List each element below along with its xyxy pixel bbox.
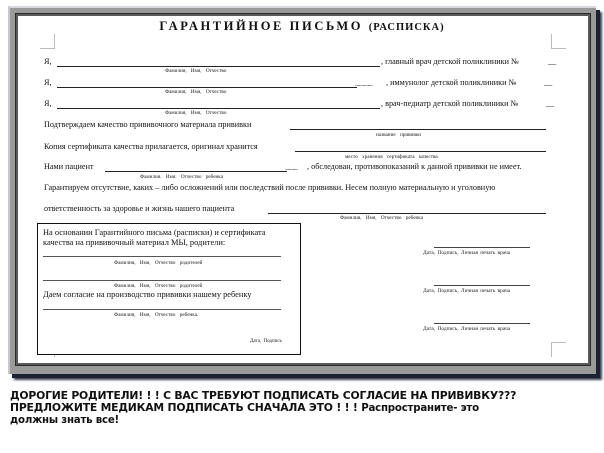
signature-caption: Дата, Подпись, Личная печать врача bbox=[423, 288, 511, 294]
parent-name-field[interactable] bbox=[43, 280, 281, 281]
doctor-row-prefix: Я, bbox=[44, 57, 52, 66]
signature-caption: Дата, Подпись, Личная печать врача bbox=[423, 326, 511, 332]
field-caption: Фамилия, Имя, Отчество родителей bbox=[114, 283, 203, 289]
guarantee-text: Гарантируем отсутствие, каких – либо осложнений или последствий после прививки. Несем полную материальную и уголовную bbox=[44, 183, 496, 192]
consent-intro-line2: качества на прививочный материал МЫ, родители: bbox=[43, 238, 226, 247]
child-name-field[interactable] bbox=[43, 309, 281, 310]
page-corner-mark bbox=[40, 34, 55, 49]
warning-line-1: ДОРОГИЕ РОДИТЕЛИ! ! ! С ВАС ТРЕБУЮТ ПОДПИСАТЬ СОГЛАСИЕ НА ПРИВИВКУ??? bbox=[10, 389, 517, 402]
document-title bbox=[0, 19, 604, 34]
signature-field[interactable] bbox=[434, 323, 530, 324]
patient-name-field[interactable] bbox=[105, 171, 287, 172]
doctor-role: , иммунолог детской поликлиники № bbox=[386, 78, 517, 87]
page-corner-mark bbox=[551, 342, 566, 357]
doctor-name-field[interactable] bbox=[57, 66, 380, 67]
doctor-name-field[interactable] bbox=[57, 87, 357, 88]
document-title-main: ГАРАНТИЙНОЕ ПИСЬМО bbox=[159, 19, 364, 33]
consent-statement: Даем согласие на производство прививки нашему ребенку bbox=[43, 290, 252, 299]
page-corner-mark bbox=[551, 34, 566, 49]
field-caption: Фамилия, Имя, Отчество ребенка. bbox=[114, 312, 199, 318]
patient-examined-text: , обследован, противопоказаний к данной прививки не имеет. bbox=[307, 162, 522, 171]
doctor-role: , врач-педиатр детской поликлиники № bbox=[381, 99, 519, 108]
child-name-field[interactable] bbox=[268, 213, 546, 214]
certificate-location-field[interactable] bbox=[295, 151, 546, 152]
clinic-number-blank[interactable]: __ bbox=[546, 99, 555, 108]
field-dots: .......... bbox=[285, 164, 298, 172]
warning-line-3: должны знать все! bbox=[10, 415, 119, 426]
field-caption: Фамилия, Имя, Отчество bbox=[165, 68, 227, 74]
vaccine-name-field[interactable] bbox=[290, 129, 546, 130]
clinic-number-blank[interactable]: __ bbox=[548, 57, 557, 66]
signature-field[interactable] bbox=[434, 285, 530, 286]
clinic-number-blank[interactable]: __ bbox=[544, 78, 553, 87]
doctor-name-field[interactable] bbox=[57, 108, 380, 109]
signature-caption: Дата, Подпись, Личная печать врача bbox=[423, 250, 511, 256]
field-caption: Фамилия, Имя, Отчество ребенка bbox=[340, 215, 424, 221]
warning-message bbox=[10, 390, 600, 427]
field-dots: .............. bbox=[355, 80, 373, 88]
parent-name-field[interactable] bbox=[43, 256, 281, 257]
warning-line-2-rest: Распространите- это bbox=[361, 403, 479, 414]
field-caption: место хранения сертификата качества bbox=[345, 154, 438, 160]
field-caption: Фамилия. Имя. Отчество ребенка bbox=[140, 174, 224, 180]
certificate-label: Копия сертификата качества прилагается, оригинал хранится bbox=[44, 142, 258, 151]
warning-line-2-caps: ПРЕДЛОЖИТЕ МЕДИКАМ ПОДПИСАТЬ СНАЧАЛА ЭТО ! ! ! bbox=[10, 401, 362, 414]
consent-intro-line1: На основании Гарантийного письма (расписки) и сертификата bbox=[43, 228, 266, 237]
document-title-paren: (РАСПИСКА) bbox=[368, 22, 445, 33]
doctor-role: , главный врач детской поликлиники № bbox=[381, 57, 519, 66]
signature-field[interactable] bbox=[434, 247, 530, 248]
doctor-row-prefix: Я, bbox=[44, 78, 52, 87]
field-caption: Фамилия, Имя, Отчество bbox=[165, 89, 227, 95]
parent-consent-box bbox=[37, 223, 301, 355]
doctor-row-prefix: Я, bbox=[44, 99, 52, 108]
field-caption: название прививки bbox=[376, 132, 422, 138]
date-signature-caption: Дата, Подпись bbox=[250, 339, 282, 344]
warning-line-2 bbox=[10, 402, 600, 415]
responsibility-label: ответственность за здоровье и жизнь нашего пациента bbox=[44, 204, 235, 213]
field-caption: Фамилия, Имя, Отчество bbox=[165, 110, 227, 116]
vaccine-quality-label: Подтверждаем качество прививочного материала прививки bbox=[44, 120, 252, 129]
patient-label: Нами пациент bbox=[44, 162, 94, 171]
field-caption: Фамилия, Имя, Отчество родителей bbox=[114, 260, 203, 266]
